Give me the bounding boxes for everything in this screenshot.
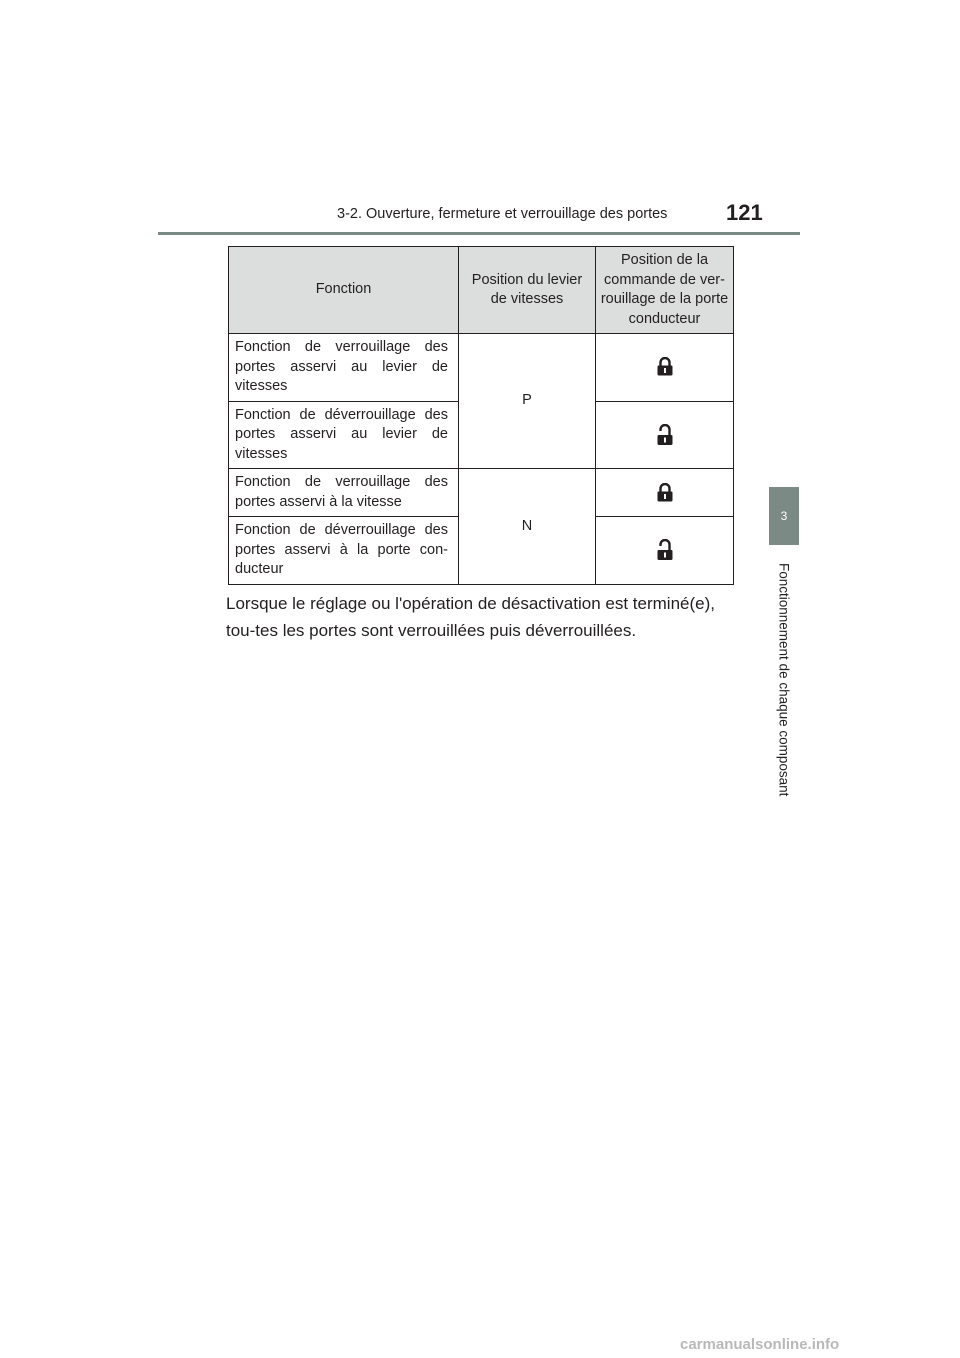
header-lock-switch-position — [596, 247, 734, 334]
row-function: Fonction de verrouillage des portes asservi au levier de vitesses — [229, 334, 459, 402]
row-icon-cell — [596, 469, 734, 517]
row-function: Fonction de déverrouillage des portes asservi à la porte con-ducteur — [229, 517, 459, 585]
lock-function-table — [228, 246, 734, 585]
section-title: 3-2. Ouverture, fermeture et verrouillage des portes — [337, 206, 668, 222]
table-header-row — [229, 247, 734, 334]
header-function: Fonction — [229, 247, 459, 334]
note-paragraph: Lorsque le réglage ou l'opération de désactivation est terminé(e), tou-tes les portes sont verrouillées puis déverrouillées. — [226, 594, 715, 640]
row-function: Fonction de déverrouillage des portes asservi au levier de vitesses — [229, 401, 459, 469]
lock-closed-icon — [657, 357, 673, 376]
header-lock-switch-position-text: Position de la commande de ver-rouillage de la porte conducteur — [600, 252, 729, 327]
header-divider — [158, 232, 800, 235]
table-row — [229, 469, 734, 517]
chapter-title-vertical — [770, 552, 798, 807]
watermark: carmanualsonline.info — [680, 1336, 840, 1353]
table-row — [229, 334, 734, 402]
row-icon-cell — [596, 334, 734, 402]
chapter-title: Fonctionnement de chaque composant — [776, 562, 792, 797]
header-shift-position-text: Position du levier de vitesses — [471, 271, 583, 307]
row-icon-cell — [596, 401, 734, 469]
row-icon-cell — [596, 517, 734, 585]
lock-closed-icon — [657, 483, 673, 502]
header-shift-position — [459, 247, 596, 334]
lock-open-icon — [657, 424, 673, 446]
page-number: 121 — [726, 200, 763, 225]
chapter-number: 3 — [780, 509, 788, 523]
chapter-tab — [769, 487, 799, 545]
row-position: N — [459, 469, 596, 585]
row-function: Fonction de verrouillage des portes asservi à la vitesse — [229, 469, 459, 517]
row-position: P — [459, 334, 596, 469]
lock-open-icon — [657, 539, 673, 561]
